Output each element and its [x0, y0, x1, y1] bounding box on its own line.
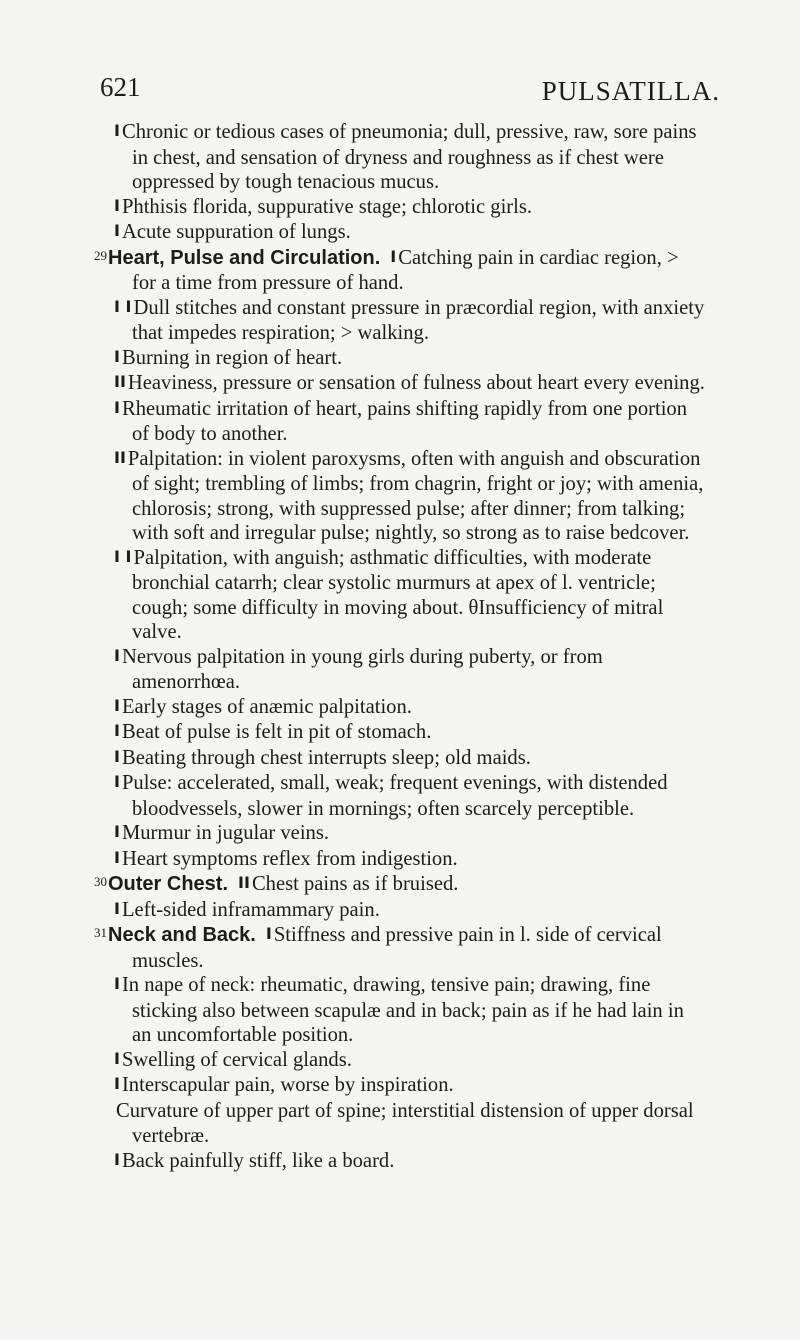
frequency-mark: II [114, 372, 126, 391]
frequency-mark: I [114, 1074, 120, 1093]
frequency-mark: I [114, 1149, 120, 1169]
frequency-mark: II [114, 447, 126, 467]
frequency-mark: I [114, 721, 120, 740]
entry: IIPalpitation: in violent paroxysms, often with anguish and obscuration of sight; trembling of limbs; from chagrin, fright or joy; with amenia, chlorosis; strong, with suppressed pulse; after dinner; from talking; with soft and irregular pulse; nightly, so strong as to raise bedcover. [114, 447, 704, 544]
entry: IInterscapular pain, worse by inspiration. [114, 1074, 454, 1096]
frequency-mark: I [114, 695, 120, 715]
frequency-mark: I [114, 645, 120, 665]
entry: I IDull stitches and constant pressure in præcordial region, with anxiety that impedes respiration; > walking. [114, 296, 705, 344]
entry: IEarly stages of anæmic palpitation. [114, 695, 412, 718]
frequency-mark: I [114, 974, 120, 993]
section-entry: $^{29}$Heart, Pulse and Circulation. ICatching pain in cardiac region, > for a time from pressure of hand. [94, 246, 679, 294]
entry: ISwelling of cervical glands. [114, 1048, 352, 1071]
entry: IMurmur in jugular veins. [114, 822, 330, 844]
entry: I IPalpitation, with anguish; asthmatic difficulties, with moderate bronchial catarrh; clear systolic murmurs at apex of l. ventricle; cough; some difficulty in moving about. θInsufficiency of mitral valve. [114, 546, 664, 643]
page-number: 621 [100, 72, 141, 102]
entry: IRheumatic irritation of heart, pains shifting rapidly from one portion of body to another. [114, 397, 688, 445]
frequency-mark: I [114, 121, 120, 140]
entry: IPulse: accelerated, small, weak; frequent evenings, with distended bloodvessels, slower in mornings; often scarcely perceptible. [114, 772, 668, 820]
entry: IBurning in region of heart. [114, 346, 343, 369]
entry: IIHeaviness, pressure or sensation of fulness about heart every evening. [114, 372, 705, 394]
entry: IAcute suppuration of lungs. [114, 221, 351, 243]
section-heading: Neck and Back. [108, 924, 256, 946]
section-number: 30 [94, 874, 107, 889]
frequency-mark: I [114, 346, 120, 366]
section-number: 31 [94, 925, 107, 940]
entry: IIn nape of neck: rheumatic, drawing, tensive pain; drawing, fine sticking also between scapulæ and in back; pain as if he had lain in an uncomfortable position. [114, 974, 684, 1046]
frequency-mark: I [114, 746, 120, 766]
entry: IPhthisis florida, suppurative stage; chlorotic girls. [114, 195, 533, 218]
entry: INervous palpitation in young girls during puberty, or from amenorrhœa. [114, 645, 603, 693]
frequency-mark: I [265, 924, 272, 943]
frequency-mark: I [114, 822, 120, 841]
section-heading: Heart, Pulse and Circulation. [108, 246, 381, 269]
frequency-mark: I [114, 397, 120, 417]
frequency-mark: I [114, 221, 120, 240]
frequency-mark: I [390, 246, 397, 266]
frequency-mark: I [114, 195, 120, 215]
entry: ILeft-sided inframammary pain. [114, 898, 380, 921]
frequency-mark: I [114, 898, 120, 918]
frequency-mark: I [114, 847, 120, 867]
entry: Curvature of upper part of spine; interstitial distension of upper dorsal vertebræ. [116, 1099, 694, 1147]
section-number: 29 [94, 247, 107, 263]
page-header [100, 72, 720, 108]
entry: IChronic or tedious cases of pneumonia; dull, pressive, raw, sore pains in chest, and sensation of dryness and roughness as if chest were oppressed by tough tenacious mucus. [114, 121, 697, 193]
section-entry: $^{31}$Neck and Back. IStiffness and pressive pain in l. side of cervical muscles. [94, 924, 662, 972]
frequency-mark: I [114, 1048, 120, 1068]
section-heading: Outer Chest. [108, 873, 229, 895]
entry: IBeat of pulse is felt in pit of stomach. [114, 721, 432, 743]
body-text [94, 120, 706, 1174]
frequency-mark: I I [114, 546, 132, 566]
entry: IBack painfully stiff, like a board. [114, 1149, 395, 1172]
frequency-mark: II [238, 873, 250, 892]
section-entry: $^{30}$Outer Chest. IIChest pains as if bruised. [94, 873, 459, 895]
frequency-mark: I I [114, 296, 132, 316]
entry: IHeart symptoms reflex from indigestion. [114, 847, 458, 870]
running-title: PULSATILLA. [541, 76, 720, 106]
frequency-mark: I [114, 772, 120, 791]
entry: IBeating through chest interrupts sleep; old maids. [114, 746, 531, 769]
